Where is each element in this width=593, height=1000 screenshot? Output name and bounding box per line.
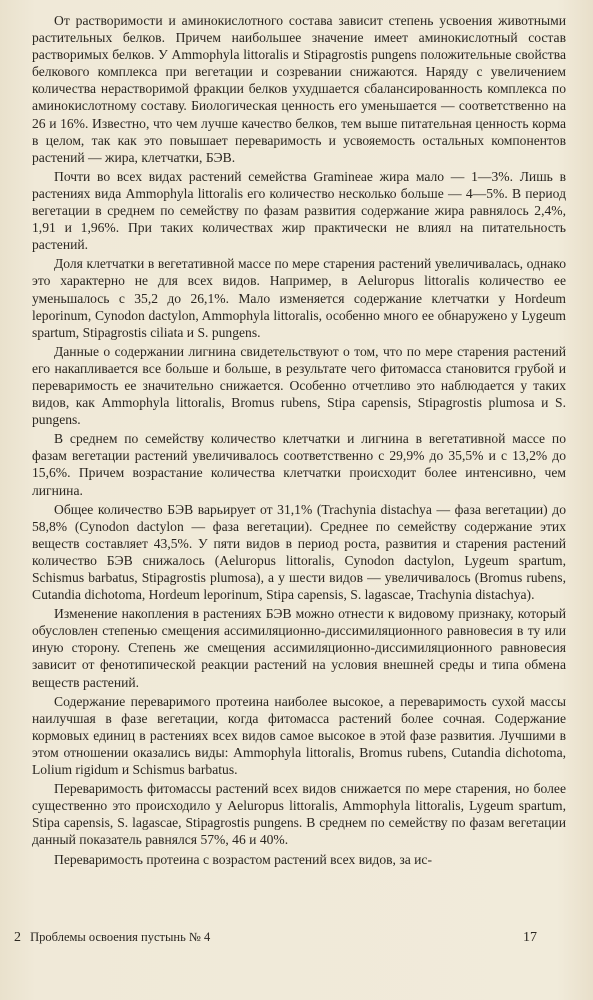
paragraph-10: Переваримость протеина с возрастом растений всех видов, за ис- — [54, 851, 432, 867]
paragraph-8: Содержание переваримого протеина наиболее высокое, а переваримость сухой массы наилучшая в фазе вегетации, когда фитомасса растений более сочная. Содержание кормовых единиц в растениях всех видов самое высокое в этой фазе развития. Лучшими в этом отношении оказались виды: Ammophyla littoralis, Bromus rubens, Cutandia dichotoma, Lolium rigidum и Schismus barbatus. — [32, 693, 566, 778]
paragraph-5: В среднем по семейству количество клетчатки и лигнина в вегетативной массе по фазам вегетации растений увеличивалось соответственно с 29,9% до 35,5% и с 13,2% до 15,6%. Причем возрастание количества клетчатки происходит более интенсивно, чем лигнина. — [32, 431, 566, 498]
running-title: Проблемы освоения пустынь № 4 — [30, 930, 211, 944]
paragraph-4: Данные о содержании лигнина свидетельствуют о том, что по мере старения растений его накапливается все больше и больше, в результате чего фитомасса становится грубой и переваримость ее значительно снижается. Особенно отчетливо это наблюдается у таких видов, как Ammophyla littoralis, Bromus rubens, Stipa capensis, Stipagrostis plumosa и S. pungens. — [32, 343, 566, 428]
paragraph-3: Доля клетчатки в вегетативной массе по мере старения растений увеличивалась, однако это характерно не для всех видов. Например, в Aeluropus littoralis количество ее уменьшалось с 35,2 до 26,1%. Мало изменяется содержание клетчатки у Hordeum leporinum, Cynodon dactylon, Ammophyla littoralis, особенно много ее обнаружено у Lygeum spartum, Stipagrostis ciliata и S. pungens. — [32, 256, 566, 340]
page-number: 17 — [523, 930, 537, 945]
paragraph-6: Общее количество БЭВ варьирует от 31,1% (Trachynia distachya — фаза вегетации) до 58,8% (Cynodon dactylon — фаза вегетации). Среднее по семейству содержание этих веществ составляет 43,5%. У пяти видов в период роста, развития и старения растений количество БЭВ снижалось (Aeluropus littoralis, Cynodon dactylon, Lygeum spartum, Schismus barbatus, Stipagrostis plumosa), а у шести видов — увеличивалось (Bromus rubens, Cutandia dichotoma, Hordeum leporinum, Stipa capensis, S. lagascae, Trachynia distachya). — [32, 501, 566, 603]
paragraph-9: Переваримость фитомассы растений всех видов снижается по мере старения, но более существенно это происходило у Aeluropus littoralis, Ammophyla littoralis, Lygeum spartum, Stipa capensis, S. lagascae, Stipagrostis pungens. В среднем по семейству по фазам вегетации данный показатель равнялся 57%, 46 и 40%. — [32, 781, 566, 848]
footer-left — [14, 930, 210, 946]
paragraph-7: Изменение накопления в растениях БЭВ можно отнести к видовому признаку, который обусловлен степенью смещения ассимиляционно-диссимиляционного равновесия в ту или иную сторону. Степень же смещения ассимиляционно-диссимиляционного равновесия зависит от фенотипической реакции растений на условия внешней среды и типа обмена веществ растений. — [32, 606, 566, 690]
page-footer — [0, 930, 593, 950]
paragraph-1: От растворимости и аминокислотного состава зависит степень усвоения животными растительных белков. Причем наибольшее значение имеет аминокислотный состав растворимых белков. У Ammophyla littoralis и Stipagrostis pungens положительные свойства белкового комплекса при вегетации и созревании снижаются. Наряду с увеличением количества нерастворимой фракции белков ухудшается сбалансированность комплекса по аминокислотному составу. Биологическая ценность его уменьшается — соответственно на 26 и 16%. Известно, что чем лучше качество белков, тем выше питательная ценность корма в целом, так как это повышает переваримость и усвояемость остальных компонентов растений — жира, клетчатки, БЭВ. — [32, 13, 566, 165]
body-text — [32, 12, 566, 870]
paragraph-2: Почти во всех видах растений семейства Gramineae жира мало — 1—3%. Лишь в растениях вида Ammophyla littoralis его количество несколько больше — 4—5%. В период вегетации в среднем по семейству по фазам развития содержание жира равнялось 2,4%, 1,91 и 1,96%. При таких количествах жир практически не влиял на питательность растений. — [32, 168, 566, 253]
signature-mark: 2 — [14, 930, 21, 945]
